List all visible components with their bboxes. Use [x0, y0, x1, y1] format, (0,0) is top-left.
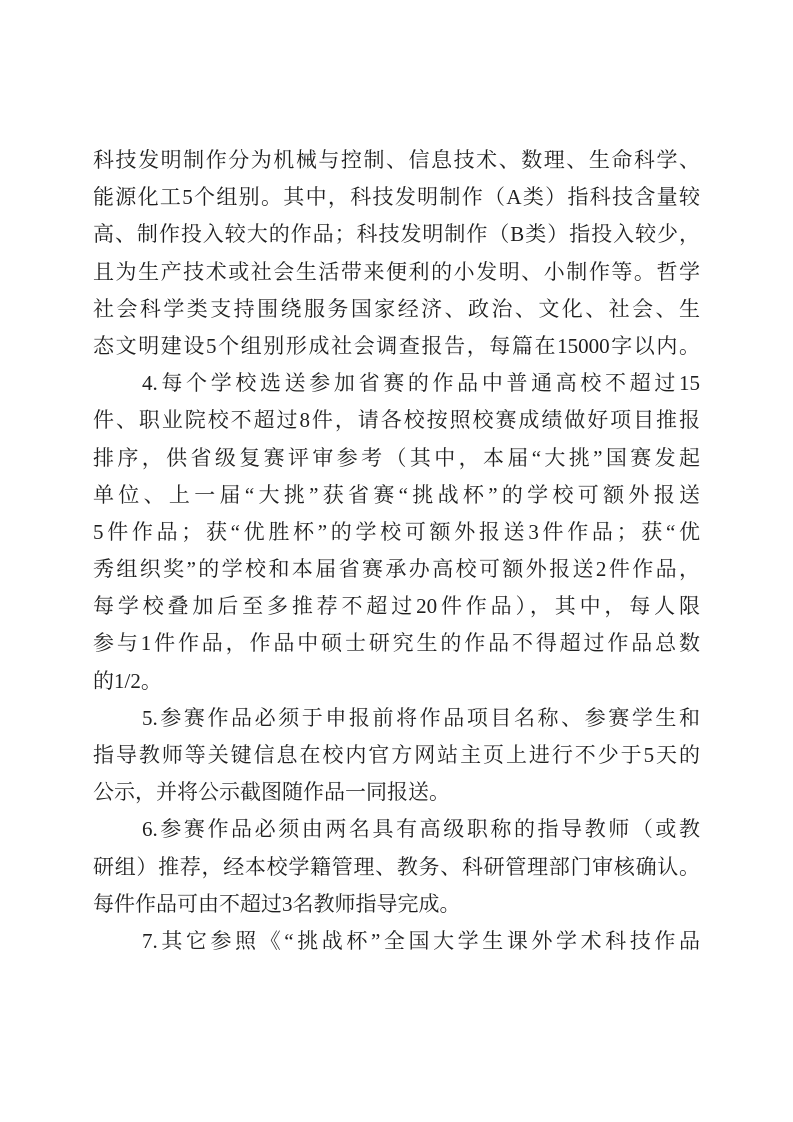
text-line: 且为生产技术或社会生活带来便利的小发明、小制作等。哲学	[93, 259, 700, 284]
text-line: 参与1件作品，作品中硕士研究生的作品不得超过作品总数	[93, 631, 700, 656]
text-line: 态文明建设5个组别形成社会调查报告，每篇在15000字以内。	[93, 333, 700, 358]
text-line: 研组）推荐，经本校学籍管理、教务、科研管理部门审核确认。	[93, 854, 700, 879]
text-line: 秀组织奖”的学校和本届省赛承办高校可额外报送2件作品，	[93, 557, 700, 582]
text-line: 每学校叠加后至多推荐不超过20件作品），其中，每人限	[93, 594, 700, 619]
text-line-item-4-start: 4.每个学校选送参加省赛的作品中普通高校不超过15	[142, 371, 700, 396]
text-line: 公示，并将公示截图随作品一同报送。	[93, 780, 450, 805]
document-text-block	[93, 142, 700, 960]
text-line: 排序，供省级复赛评审参考（其中，本届“大挑”国赛发起	[93, 445, 700, 470]
text-line: 能源化工5个组别。其中，科技发明制作（A类）指科技含量较	[93, 185, 700, 210]
text-line: 的1/2。	[93, 668, 162, 693]
text-line: 指导教师等关键信息在校内官方网站主页上进行不少于5天的	[93, 743, 700, 767]
text-line: 高、制作投入较大的作品；科技发明制作（B类）指投入较少，	[93, 222, 700, 247]
text-line: 5件作品；获“优胜杯”的学校可额外报送3件作品；获“优	[93, 519, 700, 544]
text-line-item-7-start: 7.其它参照《“挑战杯”全国大学生课外学术科技作品	[142, 928, 700, 953]
text-line-item-6-start: 6.参赛作品必须由两名具有高级职称的指导教师（或教	[142, 817, 700, 842]
text-line: 单位、上一届“大挑”获省赛“挑战杯”的学校可额外报送	[93, 482, 700, 507]
text-line: 每件作品可由不超过3名教师指导完成。	[93, 891, 461, 916]
text-line: 件、职业院校不超过8件，请各校按照校赛成绩做好项目推报	[93, 408, 700, 433]
text-line-item-5-start: 5.参赛作品必须于申报前将作品项目名称、参赛学生和	[142, 705, 700, 730]
text-line: 科技发明制作分为机械与控制、信息技术、数理、生命科学、	[93, 148, 700, 172]
text-line: 社会科学类支持围绕服务国家经济、政治、文化、社会、生	[93, 296, 700, 321]
